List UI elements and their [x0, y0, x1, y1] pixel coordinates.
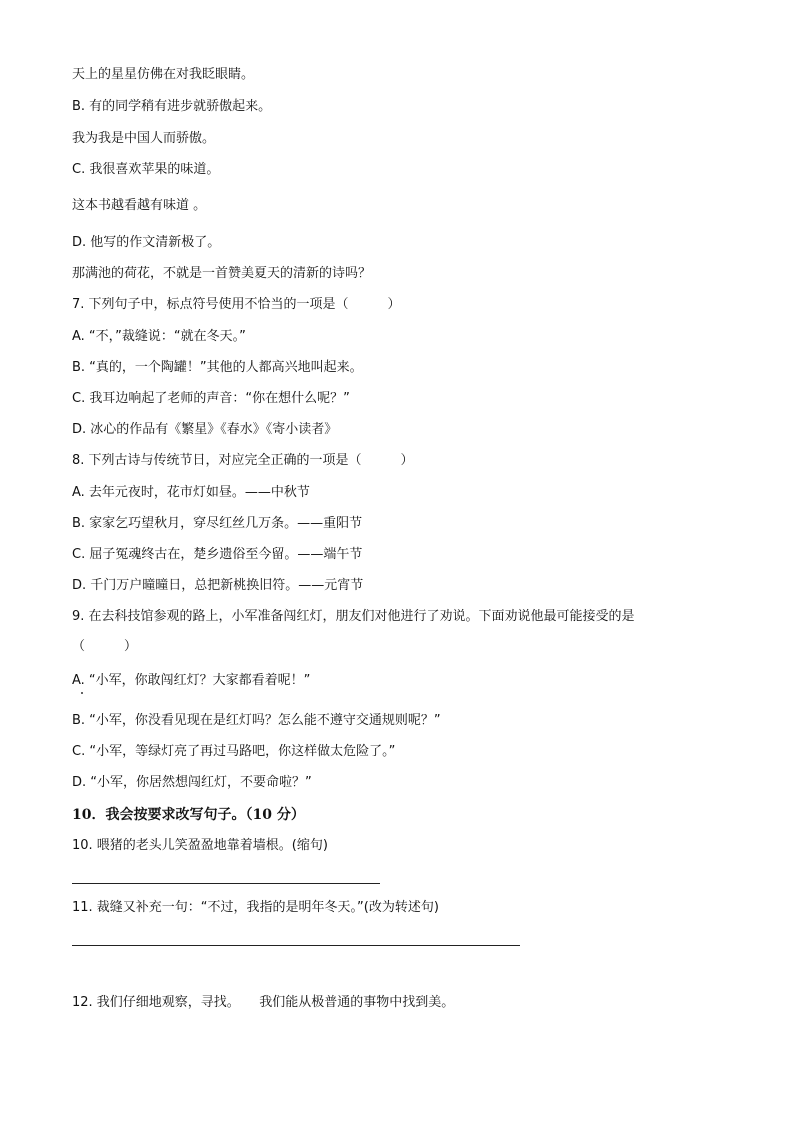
- section-heading: 10．我会按要求改写句子。（10 分）: [72, 807, 305, 823]
- option-c: C. 我很喜欢苹果的味道。: [72, 162, 220, 177]
- q7-option-a: A. “不，”裁缝说：“就在冬天。”: [72, 329, 246, 344]
- q8-option-d: D. 千门万户曈曈日，总把新桃换旧符。——元宵节: [72, 578, 364, 593]
- q9-option-c: C. “小军，等绿灯亮了再过马路吧，你这样做太危险了。”: [72, 744, 396, 759]
- q7-option-c: C. 我耳边响起了老师的声音：“你在想什么呢？”: [72, 391, 350, 406]
- emphasis-dot: [81, 692, 83, 694]
- q9-option-d: D. “小军，你居然想闯红灯，不要命啦？”: [72, 775, 312, 790]
- question-9: 9. 在去科技馆参观的路上，小军准备闯红灯，朋友们对他进行了劝说。下面劝说他最可能接受的是: [72, 609, 635, 624]
- text-line: 天上的星星仿佛在对我眨眼睛。: [72, 67, 255, 82]
- question-12: 12. 我们仔细地观察，寻找。 我们能从极普通的事物中找到美。: [72, 995, 455, 1010]
- q9-answer-bracket: （ ）: [72, 639, 138, 654]
- text-line: 那满池的荷花，不就是一首赞美夏天的清新的诗吗？: [72, 266, 372, 281]
- answer-line-10: [72, 883, 380, 884]
- question-7: 7. 下列句子中，标点符号使用不恰当的一项是（ ）: [72, 297, 401, 312]
- option-b: B. 有的同学稍有进步就骄傲起来。: [72, 99, 272, 114]
- q8-option-b: B. 家家乞巧望秋月，穿尽红丝几万条。——重阳节: [72, 516, 363, 531]
- q9-option-b: B. “小军，你没看见现在是红灯吗？怎么能不遵守交通规则呢？”: [72, 713, 441, 728]
- q9-option-a: A. “小军，你敢闯红灯？大家都看着呢！”: [72, 673, 311, 688]
- q7-option-b: B. “真的，一个陶罐！”其他的人都高兴地叫起来。: [72, 360, 363, 375]
- text-line: 这本书越看越有味道 。: [72, 198, 207, 213]
- q8-option-c: C. 屈子冤魂终古在，楚乡遗俗至今留。——端午节: [72, 547, 363, 562]
- answer-line-11: [72, 945, 520, 946]
- question-11: 11. 裁缝又补充一句：“不过，我指的是明年冬天。”(改为转述句): [72, 900, 439, 915]
- question-8: 8. 下列古诗与传统节日，对应完全正确的一项是（ ）: [72, 453, 414, 468]
- option-d: D. 他写的作文清新极了。: [72, 235, 221, 250]
- text-line: 我为我是中国人而骄傲。: [72, 131, 216, 146]
- q7-option-d: D. 冰心的作品有《繁星》《春水》《寄小读者》: [72, 422, 338, 437]
- question-10: 10. 喂猪的老头儿笑盈盈地靠着墙根。(缩句): [72, 838, 328, 853]
- q8-option-a: A. 去年元夜时，花市灯如昼。——中秋节: [72, 485, 310, 500]
